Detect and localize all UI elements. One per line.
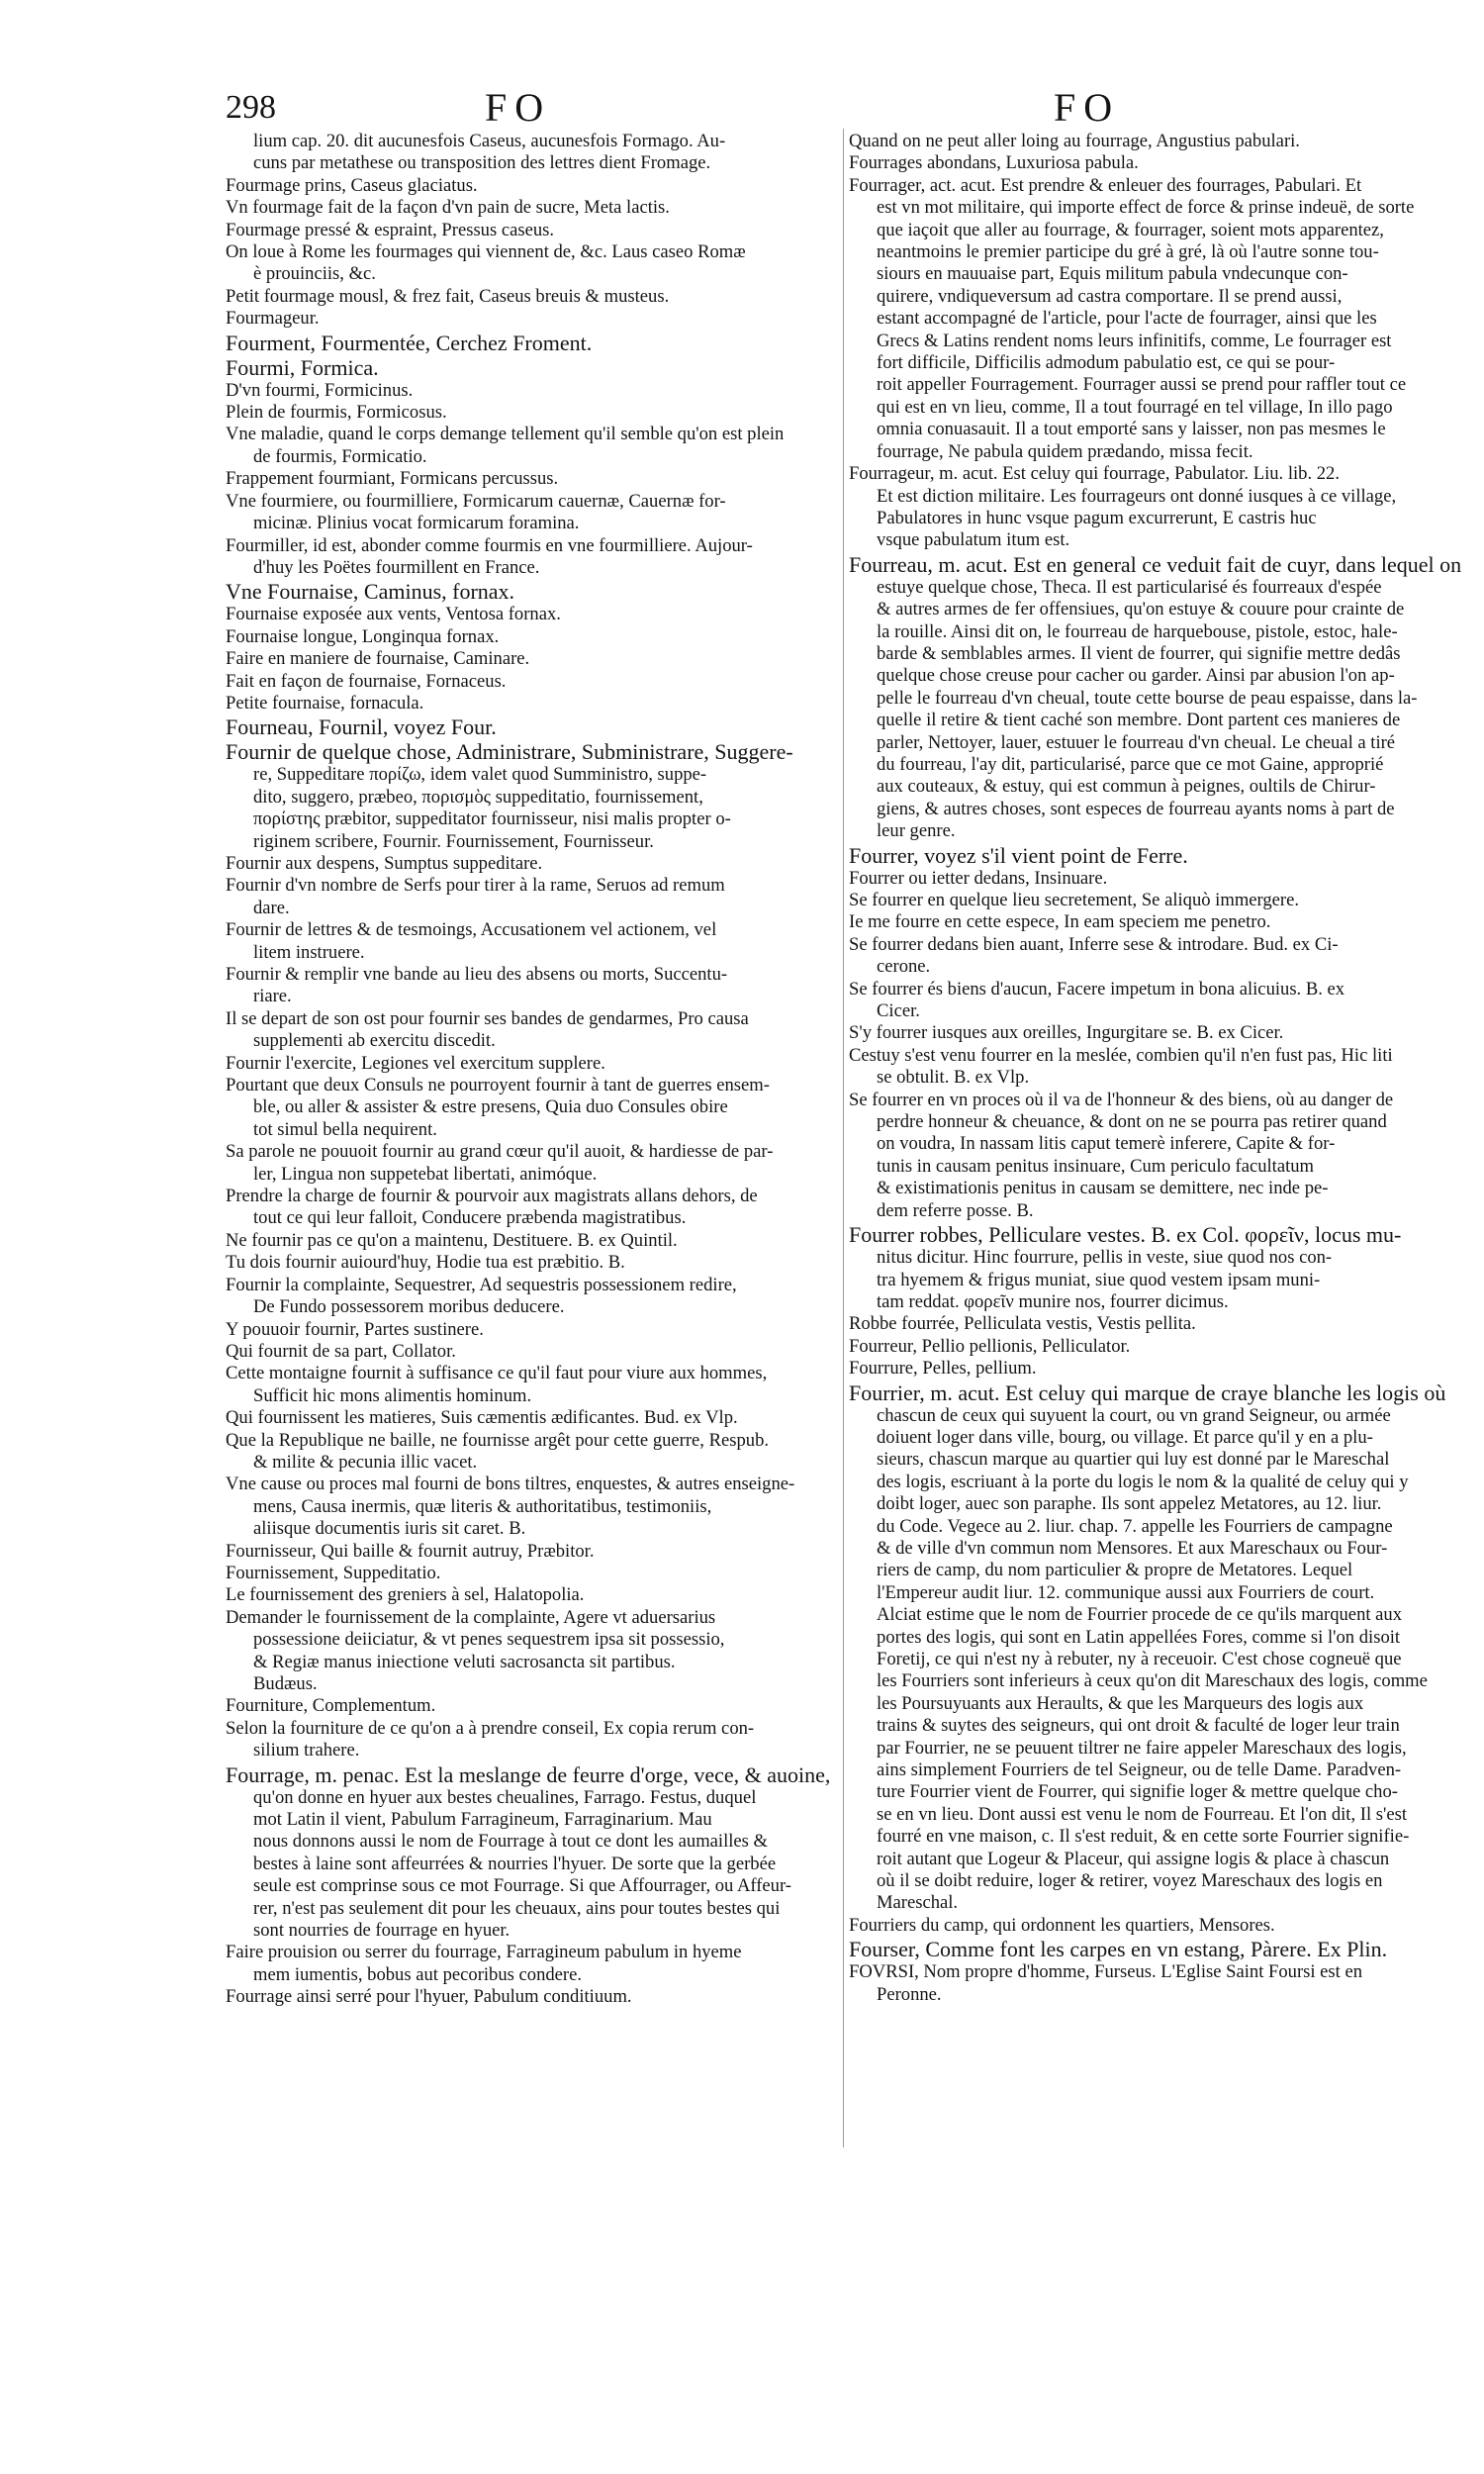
dictionary-line: Fourrer, voyez s'il vient point de Ferre.	[849, 842, 1188, 868]
dictionary-line: Vne Fournaise, Caminus, fornax.	[226, 579, 515, 605]
dictionary-line: Fournir la complainte, Sequestrer, Ad sequestris possessionem redire,	[226, 1274, 737, 1295]
dictionary-line: mot Latin il vient, Pabulum Farragineum, Farraginarium. Mau	[253, 1809, 712, 1831]
dictionary-line: du fourreau, l'ay dit, particularisé, parce que ce mot Gaine, approprié	[877, 753, 1384, 775]
dictionary-line: leur genre.	[877, 820, 956, 842]
dictionary-line: se obtulit. B. ex Vlp.	[877, 1067, 1030, 1089]
dictionary-line: Plein de fourmis, Formicosus.	[226, 402, 447, 424]
dictionary-line: les Poursuyuants aux Heraults, & que les Marqueurs des logis aux	[877, 1692, 1364, 1714]
dictionary-line: Frappement fourmiant, Formicans percussus.	[226, 468, 559, 490]
dictionary-line: cuns par metathese ou transposition des lettres dient Fromage.	[253, 152, 711, 174]
dictionary-line: Fournir de quelque chose, Administrare, Subministrare, Suggere-	[226, 739, 793, 765]
column-divider	[843, 129, 844, 2147]
running-header-right: FO	[1054, 85, 1121, 130]
dictionary-line: dare.	[253, 897, 290, 918]
dictionary-line: ains simplement Fourriers de tel Seigneur, ou de telle Dame. Paradven-	[877, 1760, 1402, 1781]
dictionary-line: du Code. Vegece au 2. liur. chap. 7. appelle les Fourriers de campagne	[877, 1515, 1393, 1537]
dictionary-line: Fourmage pressé & espraint, Pressus caseus.	[226, 219, 555, 240]
right-column	[849, 131, 1466, 2006]
dictionary-line: Fournisseur, Qui baille & fournit autruy, Præbitor.	[226, 1540, 595, 1562]
dictionary-line: fourré en vne maison, c. Il s'est reduit, & en cette sorte Fourrier signifie-	[877, 1826, 1410, 1848]
dictionary-line: Fournir aux despens, Sumptus suppeditare.	[226, 852, 543, 874]
dictionary-line: Sa parole ne pouuoit fournir au grand cœur qu'il auoit, & hardiesse de par-	[226, 1141, 774, 1163]
dictionary-line: vsque pabulatum itum est.	[877, 529, 1070, 551]
dictionary-line: Il se depart de son ost pour fournir ses bandes de gendarmes, Pro causa	[226, 1007, 749, 1029]
dictionary-line: riginem scribere, Fournir. Fournissement, Fournisseur.	[253, 830, 654, 852]
dictionary-line: nitus dicitur. Hinc fourrure, pellis in veste, siue quod nos con-	[877, 1247, 1333, 1269]
dictionary-line: tunis in causam penitus insinuare, Cum periculo facultatum	[877, 1155, 1315, 1177]
dictionary-line: des logis, escriuant à la porte du logis le nom & la qualité de celuy qui y	[877, 1471, 1409, 1492]
dictionary-line: Fournir d'vn nombre de Serfs pour tirer à la rame, Seruos ad remum	[226, 875, 725, 897]
dictionary-line: que iaçoit que aller au fourrage, & fourrager, soient mots apparentez,	[877, 219, 1384, 240]
dictionary-line: Petit fourmage mousl, & frez fait, Caseus breuis & musteus.	[226, 285, 670, 307]
dictionary-line: silium trahere.	[253, 1740, 360, 1761]
page-number: 298	[226, 89, 276, 126]
dictionary-line: giens, & autres choses, sont especes de fourreau ayants noms à part de	[877, 798, 1395, 819]
dictionary-line: Fourneau, Fournil, voyez Four.	[226, 714, 497, 740]
dictionary-line: tam reddat. φορεῖν munire nos, fourrer dicimus.	[877, 1290, 1229, 1312]
dictionary-line: Se fourrer en vn proces où il va de l'honneur & des biens, où au danger de	[849, 1089, 1394, 1110]
dictionary-line: rer, n'est pas seulement dit pour les cheuaux, ains pour toutes bestes qui	[253, 1897, 781, 1919]
dictionary-line: par Fourrier, ne se peuuent tiltrer ne faire appeler Mareschaux des logis,	[877, 1737, 1407, 1759]
dictionary-line: Faire prouision ou serrer du fourrage, Farragineum pabulum in hyeme	[226, 1942, 742, 1963]
dictionary-line: Fournir de lettres & de tesmoings, Accusationem vel actionem, vel	[226, 919, 717, 941]
dictionary-line: Faire en maniere de fournaise, Caminare.	[226, 648, 530, 670]
dictionary-line: Alciat estime que le nom de Fourrier procede de ce qu'ils marquent aux	[877, 1604, 1403, 1626]
dictionary-line: est vn mot militaire, qui importe effect de force & prinse indeuë, de sorte	[877, 197, 1415, 219]
dictionary-line: quelle il retire & tient caché son membre. Dont partent ces manieres de	[877, 710, 1401, 731]
dictionary-line: ture Fourrier vient de Fourrer, qui signifie loger & mettre quelque cho-	[877, 1781, 1398, 1803]
dictionary-line: Fourreau, m. acut. Est en general ce veduit fait de cuyr, dans lequel on	[849, 551, 1462, 577]
dictionary-line: qui est en vn lieu, comme, Il a tout fourragé en tel village, In illo pago	[877, 396, 1393, 418]
dictionary-line: Foretij, ce qui n'est ny à rebuter, ny à receuoir. C'est chose cogneuë que	[877, 1649, 1402, 1669]
dictionary-line: Prendre la charge de fournir & pourvoir aux magistrats allans dehors, de	[226, 1186, 758, 1207]
dictionary-line: Fourniture, Complementum.	[226, 1695, 436, 1717]
dictionary-line: Fourriers du camp, qui ordonnent les quartiers, Mensores.	[849, 1914, 1275, 1936]
dictionary-line: aux couteaux, & estuy, qui est commun à peignes, oultils de Chirur-	[877, 776, 1376, 798]
dictionary-line: Vn fourmage fait de la façon d'vn pain de sucre, Meta lactis.	[226, 197, 670, 219]
dictionary-line: S'y fourrer iusques aux oreilles, Ingurgitare se. B. ex Cicer.	[849, 1022, 1284, 1044]
dictionary-line: Fourmiller, id est, abonder comme fourmis en vne fourmilliere. Aujour-	[226, 534, 753, 556]
dictionary-line: roit autant que Logeur & Placeur, qui assigne logis & place à chascun	[877, 1848, 1390, 1869]
dictionary-line: Fournissement, Suppeditatio.	[226, 1562, 441, 1583]
dictionary-line: qu'on donne en hyuer aux bestes cheualines, Farrago. Festus, duquel	[253, 1786, 757, 1808]
dictionary-line: Ne fournir pas ce qu'on a maintenu, Destituere. B. ex Quintil.	[226, 1229, 678, 1251]
dictionary-line: & existimationis penitus in causam se demittere, nec inde pe-	[877, 1178, 1329, 1199]
dictionary-line: Mareschal.	[877, 1892, 959, 1914]
dictionary-line: Peronne.	[877, 1983, 942, 2005]
dictionary-line: bestes à laine sont affeurrées & nourries l'hyuer. De sorte que la gerbée	[253, 1853, 777, 1874]
dictionary-line: portes des logis, qui sont en Latin appellées Fores, comme si l'on disoit	[877, 1626, 1401, 1648]
dictionary-line: Selon la fourniture de ce qu'on a à prendre conseil, Ex copia rerum con-	[226, 1717, 755, 1739]
dictionary-line: où il se doibt reduire, loger & retirer, voyez Mareschaux des logis en	[877, 1870, 1383, 1892]
dictionary-line: Se fourrer en quelque lieu secretement, Se aliquò immergere.	[849, 890, 1300, 910]
dictionary-line: Fourrier, m. acut. Est celuy qui marque de craye blanche les logis où	[849, 1380, 1446, 1405]
dictionary-line: Fourrage ainsi serré pour l'hyuer, Pabulum conditiuum.	[226, 1986, 632, 2008]
dictionary-line: cerone.	[877, 956, 931, 978]
dictionary-line: estuye quelque chose, Theca. Il est particularisé és fourreaux d'espée	[877, 576, 1382, 598]
dictionary-line: tout ce qui leur falloit, Conducere præbenda magistratibus.	[253, 1207, 687, 1229]
dictionary-line: re, Suppeditare πορίζω, idem valet quod Sumministro, suppe-	[253, 764, 707, 786]
dictionary-line: Petite fournaise, fornacula.	[226, 692, 424, 714]
dictionary-line: & milite & pecunia illic vacet.	[253, 1451, 478, 1473]
dictionary-line: fourrage, Ne pabula quidem prædando, missa fecit.	[877, 440, 1253, 462]
dictionary-line: Grecs & Latins rendent noms leurs infinitifs, comme, Le fourrager est	[877, 330, 1392, 351]
dictionary-line: Fourrure, Pelles, pellium.	[849, 1358, 1037, 1380]
dictionary-line: neantmoins le premier participe du gré à gré, là où l'autre sonne tou-	[877, 241, 1379, 263]
dictionary-line: parler, Nettoyer, lauer, estuuer le fourreau d'vn cheual. Le cheual a tiré	[877, 731, 1396, 753]
dictionary-line: Et est diction militaire. Les fourrageurs ont donné iusques à ce village,	[877, 485, 1397, 507]
dictionary-line: ler, Lingua non suppetebat libertati, animóque.	[253, 1163, 598, 1185]
dictionary-line: Vne cause ou proces mal fourni de bons tiltres, enquestes, & autres enseigne-	[226, 1474, 795, 1495]
dictionary-line: & autres armes de fer offensiues, qu'on estuye & couure pour crainte de	[877, 599, 1405, 620]
dictionary-line: riare.	[253, 986, 292, 1007]
dictionary-line: dem referre posse. B.	[877, 1199, 1034, 1221]
dictionary-line: se en vn lieu. Dont aussi est venu le nom de Fourreau. Et l'on dit, Il s'est	[877, 1803, 1408, 1825]
dictionary-line: Cestuy s'est venu fourrer en la meslée, combien qu'il n'en fust pas, Hic liti	[849, 1044, 1393, 1066]
dictionary-line: d'huy les Poëtes fourmillent en France.	[253, 556, 540, 578]
dictionary-line: Budæus.	[253, 1673, 318, 1694]
dictionary-line: quirere, vndiqueversum ad castra comportare. Il se prend aussi,	[877, 285, 1343, 307]
dictionary-line: tot simul bella nequirent.	[253, 1118, 437, 1140]
dictionary-line: Qui fournit de sa part, Collator.	[226, 1340, 456, 1362]
dictionary-line: mem iumentis, bobus aut pecoribus condere.	[253, 1963, 583, 1985]
dictionary-line: Robbe fourrée, Pelliculata vestis, Vestis pellita.	[849, 1313, 1196, 1335]
dictionary-line: pelle le fourreau d'vn cheual, toute cette bourse de peau espaisse, dans la-	[877, 687, 1418, 709]
dictionary-line: perdre honneur & cheuance, & dont on ne se pourra pas retirer quand	[877, 1111, 1387, 1133]
dictionary-line: sieurs, chascun marque au quartier qui luy est donné par le Mareschal	[877, 1449, 1390, 1471]
dictionary-line: Fait en façon de fournaise, Fornaceus.	[226, 670, 507, 692]
dictionary-line: riers de camp, du nom particulier & propre de Metatores. Lequel	[877, 1560, 1353, 1581]
dictionary-line: Fourser, Comme font les carpes en vn estang, Pàrere. Ex Plin.	[849, 1937, 1388, 1962]
dictionary-line: Vne maladie, quand le corps demange tellement qu'il semble qu'on est plein	[226, 424, 785, 445]
dictionary-line: micinæ. Plinius vocat formicarum foramina.	[253, 513, 580, 534]
dictionary-line: Fourreur, Pellio pellionis, Pelliculator.	[849, 1335, 1131, 1357]
dictionary-line: ble, ou aller & assister & estre presens, Quia duo Consules obire	[253, 1096, 728, 1118]
dictionary-line: Se fourrer és biens d'aucun, Facere impetum in bona alicuius. B. ex	[849, 978, 1345, 999]
dictionary-line: Se fourrer dedans bien auant, Inferre sese & introdare. Bud. ex Ci-	[849, 933, 1339, 955]
dictionary-line: Tu dois fournir auiourd'huy, Hodie tua est præbitio. B.	[226, 1252, 625, 1274]
dictionary-line: on voudra, In nassam litis caput temerè inferere, Capite & for-	[877, 1133, 1336, 1155]
left-column	[226, 131, 839, 2009]
dictionary-line: Qui fournissent les matieres, Suis cæmentis ædificantes. Bud. ex Vlp.	[226, 1407, 738, 1429]
dictionary-line: possessione deiiciatur, & vt penes sequestrem ipsa sit possessio,	[253, 1629, 725, 1651]
dictionary-line: sont nourries de fourrage en hyuer.	[253, 1920, 510, 1942]
dictionary-line: Fourmageur.	[226, 308, 320, 330]
dictionary-line: Fourment, Fourmentée, Cerchez Froment.	[226, 330, 593, 355]
dictionary-line: les Fourriers sont inferieurs à ceux qu'on dit Mareschaux des logis, comme	[877, 1670, 1428, 1692]
dictionary-line: Fourrages abondans, Luxuriosa pabula.	[849, 152, 1139, 174]
dictionary-line: è prouinciis, &c.	[253, 263, 376, 285]
dictionary-line: & de ville d'vn commun nom Mensores. Et aux Mareschaux ou Four-	[877, 1537, 1388, 1559]
dictionary-line: de fourmis, Formicatio.	[253, 445, 427, 467]
dictionary-line: siours en mauuaise part, Equis militum pabula vndecunque con-	[877, 263, 1348, 285]
dictionary-line: quelque chose creuse pour cacher ou garder. Ainsi par abusion l'on ap-	[877, 665, 1395, 687]
dictionary-line: πορίστης præbitor, suppeditator fournisseur, nisi malis propter o-	[253, 809, 731, 830]
dictionary-line: estant accompagné de l'article, pour l'acte de fourrager, ainsi que les	[877, 308, 1377, 330]
dictionary-line: Fourmi, Formica.	[226, 354, 379, 380]
dictionary-line: la rouille. Ainsi dit on, le fourreau de harquebouse, pistole, estoc, hale-	[877, 620, 1398, 642]
dictionary-line: Fournaise exposée aux vents, Ventosa fornax.	[226, 604, 561, 625]
dictionary-line: & Regiæ manus iniectione veluti sacrosancta sit partibus.	[253, 1651, 676, 1672]
dictionary-line: chascun de ceux qui suyuent la court, ou vn grand Seigneur, ou armée	[877, 1404, 1391, 1426]
dictionary-line: Fourrageur, m. acut. Est celuy qui fourrage, Pabulator. Liu. lib. 22.	[849, 463, 1341, 485]
dictionary-line: FOVRSI, Nom propre d'homme, Furseus. L'Eglise Saint Foursi est en	[849, 1961, 1363, 1983]
dictionary-line: doiuent loger dans ville, bourg, ou village. Et parce qu'il y en a plu-	[877, 1426, 1373, 1448]
dictionary-line: Fourmage prins, Caseus glaciatus.	[226, 174, 478, 196]
dictionary-line: On loue à Rome les fourmages qui viennent de, &c. Laus caseo Romæ	[226, 241, 746, 263]
dictionary-line: barde & semblables armes. Il vient de fourrer, qui signifie mettre dedâs	[877, 642, 1401, 664]
dictionary-line: lium cap. 20. dit aucunesfois Caseus, aucunesfois Formago. Au-	[253, 131, 726, 151]
dictionary-line: Que la Republique ne baille, ne fournisse argêt pour cette guerre, Respub.	[226, 1429, 770, 1451]
dictionary-line: Demander le fournissement de la complainte, Agere vt aduersarius	[226, 1606, 716, 1628]
dictionary-line: Fourrage, m. penac. Est la meslange de feurre d'orge, vece, & auoine,	[226, 1761, 831, 1787]
dictionary-line: seule est comprinse sous ce mot Fourrage. Si que Affourrager, ou Affeur-	[253, 1875, 791, 1897]
dictionary-line: Cette montaigne fournit à suffisance ce qu'il faut pour viure aux hommes,	[226, 1363, 768, 1384]
dictionary-line: Pabulatores in hunc vsque pagum excurrerunt, E castris huc	[877, 507, 1317, 528]
dictionary-line: mens, Causa inermis, quæ literis & authoritatibus, testimoniis,	[253, 1495, 712, 1517]
dictionary-line: Sufficit hic mons alimentis hominum.	[253, 1384, 532, 1406]
dictionary-line: Pourtant que deux Consuls ne pourroyent fournir à tant de guerres ensem-	[226, 1075, 770, 1096]
dictionary-line: trains & suytes des seigneurs, qui ont droit & faculté de loger leur train	[877, 1715, 1400, 1737]
dictionary-line: Quand on ne peut aller loing au fourrage, Angustius pabulari.	[849, 131, 1300, 151]
dictionary-line: l'Empereur audit liur. 12. communique aussi aux Fourriers de court.	[877, 1581, 1375, 1603]
dictionary-line: Fournir l'exercite, Legiones vel exercitum supplere.	[226, 1052, 605, 1074]
dictionary-line: Le fournissement des greniers à sel, Halatopolia.	[226, 1584, 585, 1606]
dictionary-line: Fournir & remplir vne bande au lieu des absens ou morts, Succentu-	[226, 964, 728, 985]
dictionary-line: tra hyemem & frigus muniat, siue quod vestem ipsam muni-	[877, 1269, 1321, 1290]
dictionary-line: nous donnons aussi le nom de Fourrage à tout ce dont les aumailles &	[253, 1831, 769, 1853]
dictionary-line: Fourrager, act. acut. Est prendre & enleuer des fourrages, Pabulari. Et	[849, 174, 1362, 196]
dictionary-line: aliisque documentis iuris sit caret. B.	[253, 1518, 526, 1540]
dictionary-line: Cicer.	[877, 1000, 920, 1022]
running-header-left: FO	[485, 85, 552, 130]
dictionary-line: D'vn fourmi, Formicinus.	[226, 379, 414, 401]
dictionary-line: Vne fourmiere, ou fourmilliere, Formicarum cauernæ, Cauernæ for-	[226, 490, 726, 512]
dictionary-line: supplementi ab exercitu discedit.	[253, 1030, 496, 1052]
dictionary-line: Fourrer robbes, Pelliculare vestes. B. ex Col. φορεῖν, locus mu-	[849, 1222, 1402, 1248]
dictionary-line: De Fundo possessorem moribus deducere.	[253, 1296, 565, 1318]
dictionary-line: Y pouuoir fournir, Partes sustinere.	[226, 1318, 484, 1340]
dictionary-line: litem instruere.	[253, 941, 365, 963]
dictionary-line: fort difficile, Difficilis admodum pabulatio est, ce qui se pour-	[877, 352, 1336, 374]
dictionary-line: roit appeller Fourragement. Fourrager aussi se prend pour raffler tout ce	[877, 374, 1407, 396]
dictionary-line: doibt loger, auec son paraphe. Ils sont appelez Metatores, au 12. liur.	[877, 1493, 1382, 1515]
dictionary-line: Ie me fourre en cette espece, In eam speciem me penetro.	[849, 911, 1271, 933]
dictionary-line: dito, suggero, præbeo, πορισμὸς suppeditatio, fournissement,	[253, 786, 703, 808]
dictionary-line: omnia conuasauit. Il a tout emporté sans y laisser, non pas mesmes le	[877, 419, 1386, 440]
dictionary-line: Fournaise longue, Longinqua fornax.	[226, 625, 500, 647]
dictionary-line: Fourrer ou ietter dedans, Insinuare.	[849, 867, 1108, 889]
